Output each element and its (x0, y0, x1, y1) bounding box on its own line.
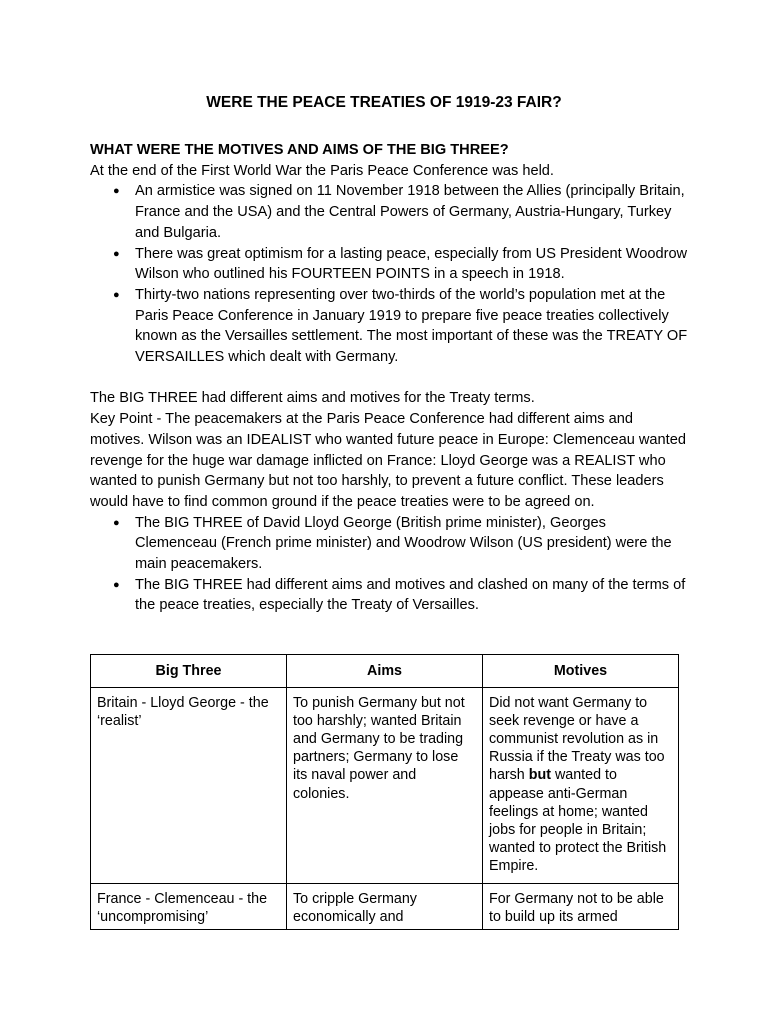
column-header: Motives (483, 655, 679, 688)
bullet-item: ● The BIG THREE of David Lloyd George (British prime minister), Georges Clemenceau (French prime minister) and Woodrow Wilson (US president) were the main peacemakers. (135, 513, 690, 575)
table-row (91, 884, 679, 930)
column-header: Aims (287, 655, 483, 688)
bullet-list-2 (90, 513, 690, 617)
paragraph-spacer (90, 368, 690, 389)
big-three-table (90, 654, 679, 930)
table-cell: For Germany not to be able to build up its armed (483, 884, 679, 930)
intro-paragraph: At the end of the First World War the Paris Peace Conference was held. (90, 162, 554, 179)
document-body (90, 140, 690, 616)
table-cell: To cripple Germany economically and (287, 884, 483, 930)
bullet-list-1 (90, 181, 690, 367)
table-cell: To punish Germany but not too harshly; wanted Britain and Germany to be trading partners; Germany to lose its naval power and colonies. (287, 688, 483, 884)
bullet-item: ● There was great optimism for a lasting peace, especially from US President Woodrow Wilson who outlined his FOURTEEN POINTS in a speech in 1918. (135, 244, 690, 285)
table-cell (483, 688, 679, 884)
cell-text: Did not want Germany to seek revenge or have a communist revolution as in Russia if the Treaty was too harsh (489, 695, 665, 784)
page-title: WERE THE PEACE TREATIES OF 1919-23 FAIR? (206, 94, 562, 111)
bullet-item: ● An armistice was signed on 11 November 1918 between the Allies (principally Britain, France and the USA) and the Central Powers of Germany, Austria-Hungary, Turkey and Bulgaria. (135, 181, 690, 243)
bullet-item: ● Thirty-two nations representing over two-thirds of the world’s population met at the Paris Peace Conference in January 1919 to prepare five peace treaties collectively known as the Versailles settlement. The most important of these was the TREATY OF VERSAILLES which dealt with Germany. (135, 285, 690, 368)
key-point-paragraph: Key Point - The peacemakers at the Paris Peace Conference had different aims and motives. Wilson was an IDEALIST who wanted future peace in Europe: Clemenceau wanted revenge for the huge war damage inflicted on France: Lloyd George was a REALIST who wanted to punish Germany but not too harshly, to prevent a future conflict. These leaders would have to find common ground if the peace treaties were to be agreed on. (90, 411, 686, 510)
column-header: Big Three (91, 655, 287, 688)
table-header-row (91, 655, 679, 688)
bold-text: but (528, 767, 551, 784)
big-three-paragraph: The BIG THREE had different aims and motives for the Treaty terms. (90, 390, 535, 407)
table-cell: France - Clemenceau - the ‘uncompromising’ (91, 884, 287, 930)
section-heading: WHAT WERE THE MOTIVES AND AIMS OF THE BIG THREE? (90, 142, 509, 158)
table-row (91, 688, 679, 884)
table-cell: Britain - Lloyd George - the ‘realist’ (91, 688, 287, 884)
bullet-item: ● The BIG THREE had different aims and motives and clashed on many of the terms of the peace treaties, especially the Treaty of Versailles. (135, 575, 690, 616)
cell-text: wanted to appease anti-German feelings at home; wanted jobs for people in Britain; wanted to protect the British Empire. (489, 767, 667, 874)
